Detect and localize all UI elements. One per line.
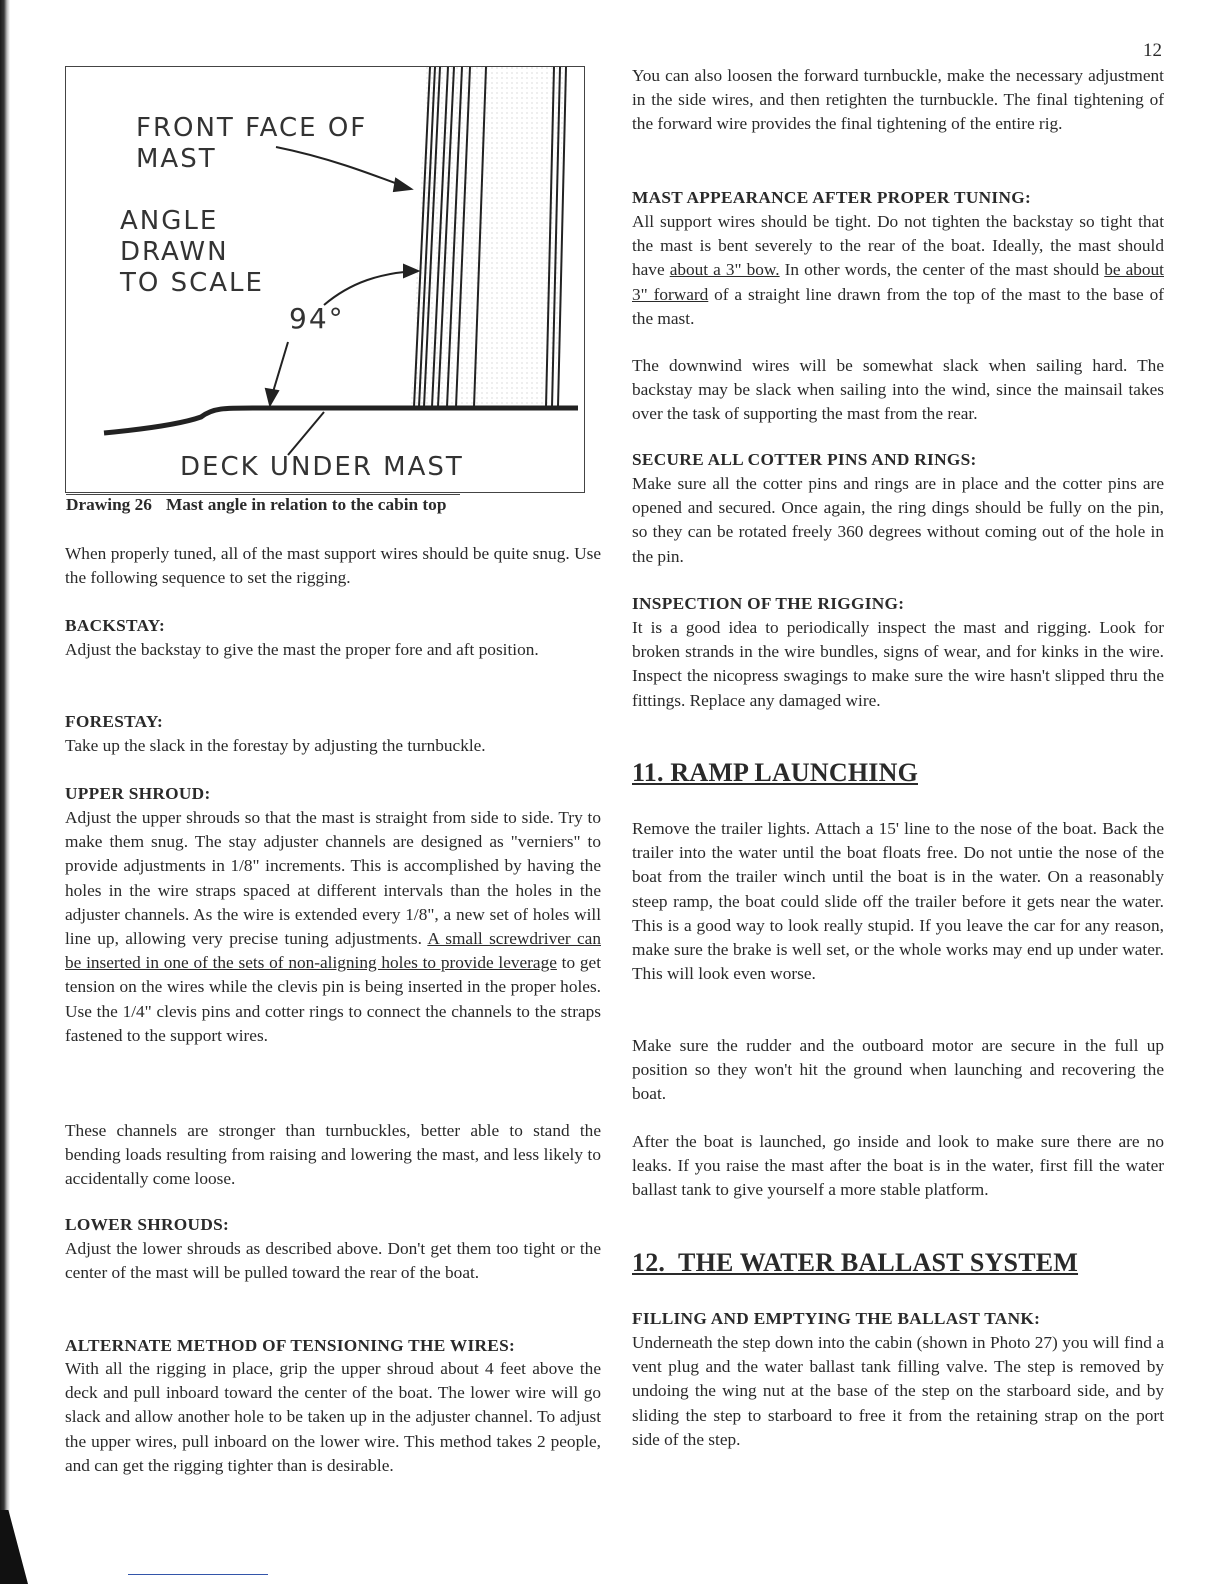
- upper-shroud-heading: UPPER SHROUD:: [65, 784, 211, 803]
- angle-arrow: [324, 265, 418, 305]
- section-water-ballast: 12. THE WATER BALLAST SYSTEM: [632, 1248, 1079, 1277]
- caption-text: Mast angle in relation to the cabin top: [165, 495, 447, 514]
- inspection-text: It is a good idea to periodically inspect the mast and rigging. Look for broken strands in the wire bundles, signs of wear, and for kinks in the wire. Inspect the nicopress swagings to make sure the wire hasn't slipped thru the fittings. Replace any damaged wire.: [632, 618, 1164, 710]
- right-intro: You can also loosen the forward turnbuckle, make the necessary adjustment in the side wires, and then retighten the turnbuckle. The final tightening of the forward wire provides the final tightening of the entire rig.: [632, 66, 1164, 134]
- alternate-method-heading: ALTERNATE METHOD OF TENSIONING THE WIRES:: [65, 1336, 516, 1355]
- forestay-text: Take up the slack in the forestay by adjusting the turnbuckle.: [65, 736, 486, 755]
- downwind-text: The downwind wires will be somewhat slack when sailing hard. The backstay may be slack when sailing into the wind, since the mainsail takes over the task of supporting the mast from the rear.: [632, 356, 1164, 424]
- filling-emptying-text: Underneath the step down into the cabin (shown in Photo 27) you will find a vent plug and the water ballast tank filling valve. The step is removed by undoing the wing nut at the base of the step on the starboard side, and by sliding the step to starboard to free it from the retaining strap on the port side of the step.: [632, 1333, 1164, 1449]
- upper-shroud-text: Adjust the upper shrouds so that the mast is straight from side to side. Try to make them snug. The stay adjuster channels are designed as "verniers" to provide adjustments in 1/8" increments. This is accomplished by having the holes in the wire straps spaced at different intervals than the holes in the adjuster channels. As the wire is extended every 1/8", a new set of holes will line up, allowing very precise tuning adjustments. A small screwdriver can be inserted in one of the sets of non-aligning holes to provide leverage to get tension on the wires while the clevis pin is being inserted in the proper holes. Use the 1/4" clevis pins and cotter rings to connect the channels to the straps fastened to the support wires.: [65, 808, 601, 1045]
- screwdriver-note: A small screwdriver can be inserted in one of the sets of non-aligning holes to provide leverage: [65, 929, 601, 973]
- page-number: 12: [1143, 40, 1162, 61]
- left-intro: When properly tuned, all of the mast support wires should be quite snug. Use the following sequence to set the rigging.: [65, 544, 601, 588]
- lower-shrouds-text: Adjust the lower shrouds as described above. Don't get them too tight or the center of the mast will be pulled toward the rear of the boat.: [65, 1239, 601, 1283]
- ramp-text-1: Remove the trailer lights. Attach a 15' line to the nose of the boat. Back the trailer into the water until the boat floats free. Do not untie the nose of the boat from the trailer winch until the boat is in the water. On a reasonably steep ramp, the boat could slide off the trailer before it gets near the water. This is a good way to look really stupid. If you leave the car for any reason, make sure the brake is well set, or the whole works may end up under water. This will look even worse.: [632, 819, 1164, 984]
- filling-emptying-heading: FILLING AND EMPTYING THE BALLAST TANK:: [632, 1309, 1041, 1328]
- channels-text: These channels are stronger than turnbuckles, better able to stand the bending loads resulting from raising and lowering the mast, and less likely to accidentally come loose.: [65, 1121, 601, 1189]
- alternate-method-text: With all the rigging in place, grip the upper shroud about 4 feet above the deck and pull inboard toward the center of the boat. The lower wire will go slack and allow another hole to be taken up in the adjuster channel. To adjust the upper wires, pull inboard on the lower wire. This method takes 2 people, and can get the rigging tighter than is desirable.: [65, 1359, 601, 1475]
- cotter-pins-heading: SECURE ALL COTTER PINS AND RINGS:: [632, 450, 977, 469]
- deck-pointer: [288, 412, 324, 455]
- mast-appearance-heading: MAST APPEARANCE AFTER PROPER TUNING:: [632, 188, 1032, 207]
- backstay-text: Adjust the backstay to give the mast the proper fore and aft position.: [65, 640, 539, 659]
- mast-appearance-text: All support wires should be tight. Do not tighten the backstay so tight that the mast is bent severely to the rear of the boat. Ideally, the mast should have about a 3" bow. In other words, the center of the mast should be about 3" forward of a straight line drawn from the top of the mast to the base of the mast.: [632, 212, 1164, 328]
- ramp-text-2: Make sure the rudder and the outboard motor are secure in the full up position so they won't hit the ground when launching and recovering the boat.: [632, 1036, 1164, 1104]
- forestay-heading: FORESTAY:: [65, 712, 164, 731]
- scanned-page-corner: [0, 1510, 28, 1584]
- label-deck-under-mast: DECK UNDER MAST: [180, 452, 464, 482]
- caption-number: Drawing 26: [66, 495, 152, 514]
- ramp-text-3: After the boat is launched, go inside and look to make sure there are no leaks. If you raise the mast after the boat is in the water, first fill the water ballast tank to give yourself a more stable platform.: [632, 1132, 1164, 1200]
- lower-shrouds-heading: LOWER SHROUDS:: [65, 1215, 230, 1234]
- figure-caption: [66, 494, 460, 515]
- degree-pointer: [266, 342, 288, 405]
- label-angle-drawn: ANGLE DRAWN TO SCALE: [120, 206, 264, 298]
- section-ramp-launching: 11. RAMP LAUNCHING: [632, 758, 918, 787]
- cotter-pins-text: Make sure all the cotter pins and rings are in place and the cotter pins are opened and secured. Once again, the ring dings should be fully on the pin, so they can be rotated freely 360 degrees without coming out of the hole in the pin.: [632, 474, 1164, 566]
- label-degrees: 94°: [289, 302, 345, 335]
- mast-angle-drawing: [65, 66, 585, 493]
- deck-line: [104, 408, 578, 433]
- backstay-heading: BACKSTAY:: [65, 616, 166, 635]
- inspection-heading: INSPECTION OF THE RIGGING:: [632, 594, 905, 613]
- label-front-face: FRONT FACE OF MAST: [136, 113, 368, 174]
- bottom-rule: [128, 1574, 268, 1575]
- scanned-page-edge: [0, 0, 10, 1584]
